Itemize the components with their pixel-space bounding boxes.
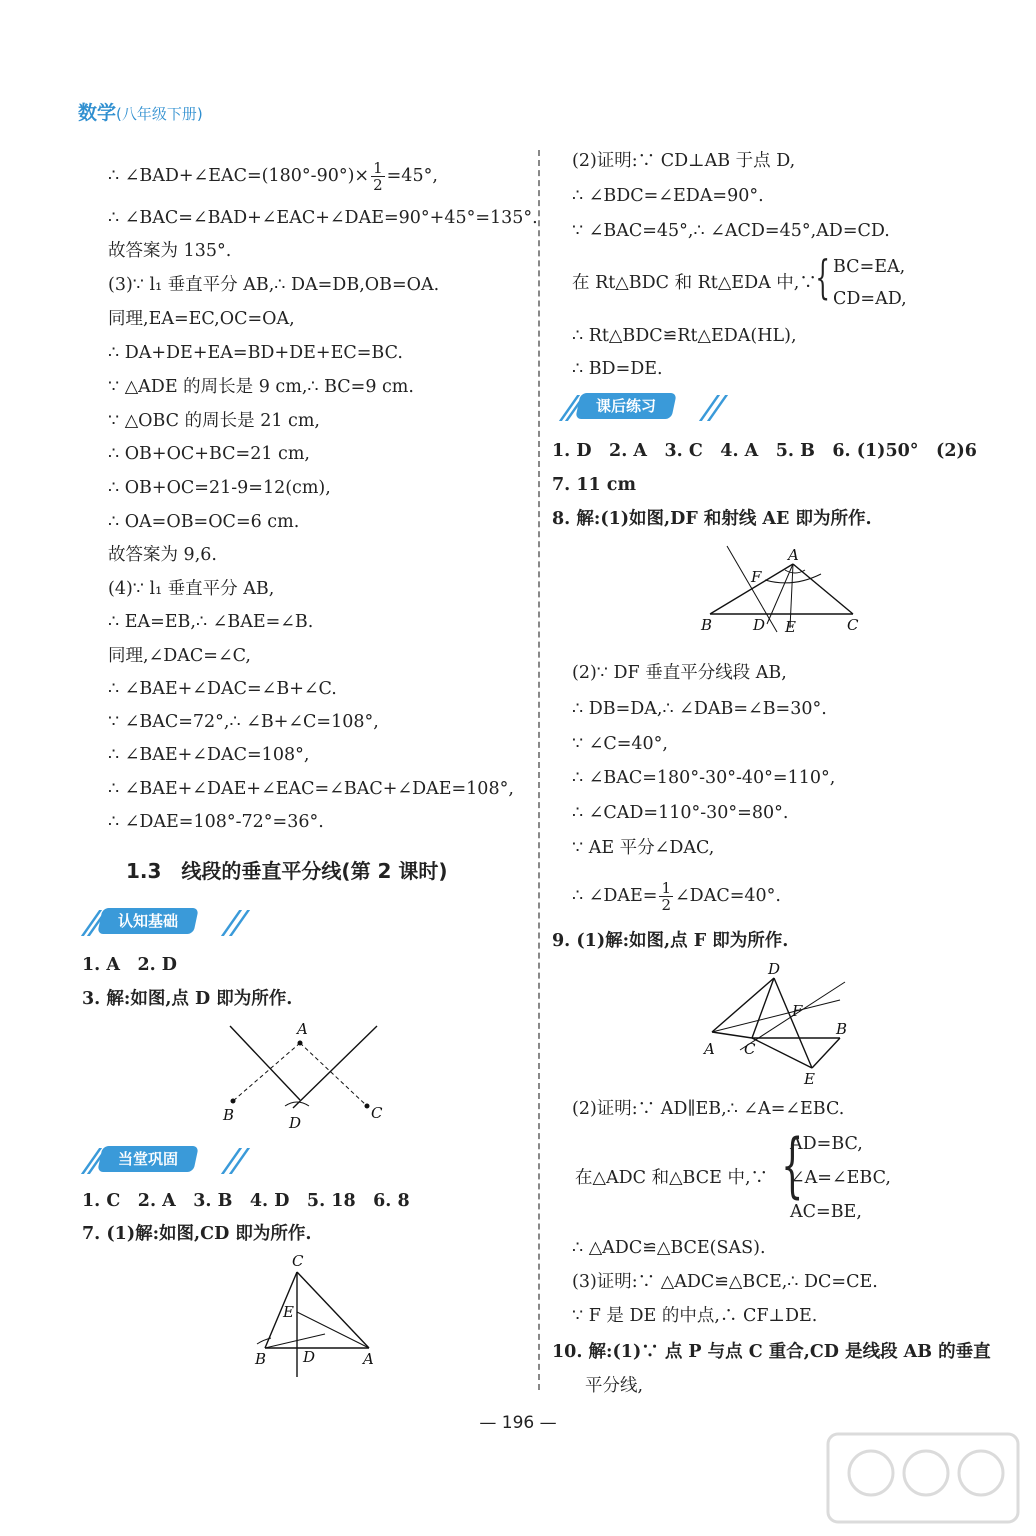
left-line-7: ∵ △ADE 的周长是 9 cm,∴ BC=9 cm. (108, 377, 414, 397)
left-line-13: (4)∵ l₁ 垂直平分 AB, (108, 579, 275, 599)
fig8-label-d: D (753, 616, 766, 634)
page-header (78, 98, 203, 125)
left-line-11: ∴ OA=OB=OC=6 cm. (108, 512, 300, 532)
left-line-18: ∴ ∠BAE+∠DAC=108°, (108, 745, 310, 765)
right-c9-2: (2)证明:∵ AD∥EB,∴ ∠A=∠EBC. (572, 1099, 845, 1119)
fig7-label-d: D (303, 1348, 316, 1366)
left-line-6: ∴ DA+DE+EA=BD+DE+EC=BC. (108, 343, 403, 363)
fig3-label-a: A (297, 1020, 308, 1038)
fig9-label-c: C (744, 1040, 756, 1058)
answers-c10: 10. 解:(1)∵ 点 P 与点 C 重合,CD 是线段 AB 的垂直 (552, 1342, 991, 1362)
figure-3 (215, 1018, 395, 1138)
answers-c8: 8. 解:(1)如图,DF 和射线 AE 即为所作. (552, 509, 872, 529)
figure-8 (695, 540, 870, 640)
right-line-4b: CD=AD, (833, 289, 907, 309)
header-grade: (八年级下册) (116, 105, 203, 123)
answers-c1: 1. D 2. A 3. C 4. A 5. B 6. (1)50° (2)6 (552, 441, 977, 461)
answers-3: 3. 解:如图,点 D 即为所作. (82, 989, 293, 1009)
fig7-label-a: A (363, 1350, 374, 1368)
fig8-label-c: C (847, 616, 859, 634)
left-line-2: ∴ ∠BAC=∠BAD+∠EAC+∠DAE=90°+45°=135°. (108, 208, 538, 228)
banner-dangtang: 当堂巩固 (82, 1146, 262, 1174)
fig8-label-b: B (701, 616, 713, 634)
right-c9-3a: AD=BC, (790, 1134, 863, 1154)
header-subject: 数学 (78, 102, 117, 124)
right-c9-6: ∵ F 是 DE 的中点,∴ CF⊥DE. (572, 1306, 818, 1326)
left-line-9: ∴ OB+OC+BC=21 cm, (108, 444, 310, 464)
right-c9-3: 在△ADC 和△BCE 中,∵ (575, 1168, 769, 1188)
answers-c9: 9. (1)解:如图,点 F 即为所作. (552, 931, 789, 951)
left-line-10: ∴ OB+OC=21-9=12(cm), (108, 478, 331, 498)
figure-7 (245, 1252, 385, 1392)
fig9-label-a: A (704, 1040, 715, 1058)
fig3-label-b: B (223, 1106, 235, 1124)
banner-renzhi: 认知基础 (82, 908, 262, 936)
fig9-label-d: D (768, 960, 781, 978)
left-line-12: 故答案为 9,6. (108, 545, 217, 565)
fig7-label-b: B (255, 1350, 267, 1368)
left-line-14: ∴ EA=EB,∴ ∠BAE=∠B. (108, 612, 314, 632)
right-c9-4: ∴ △ADC≌△BCE(SAS). (572, 1238, 766, 1258)
left-line-8: ∵ △OBC 的周长是 21 cm, (108, 411, 320, 431)
right-c9-3b: ∠A=∠EBC, (790, 1168, 891, 1188)
fraction-half-2: $\frac{1}{2}$ (661, 879, 672, 914)
fig8-label-f: F (751, 568, 762, 586)
right-c8-6: ∴ ∠CAD=110°-30°=80°. (572, 803, 789, 823)
left-line-1: ∴ ∠BAD+∠EAC=(180°-90°)× $\frac{1}{2}$ =45°, (108, 159, 438, 194)
fraction-half: $\frac{1}{2}$ (373, 159, 383, 194)
right-line-4: 在 Rt△BDC 和 Rt△EDA 中,∵ (572, 273, 817, 293)
answers-b1: 1. C 2. A 3. B 4. D 5. 18 6. 8 (82, 1191, 410, 1211)
answers-b7: 7. (1)解:如图,CD 即为所作. (82, 1224, 312, 1244)
left-line-5: 同理,EA=EC,OC=OA, (108, 309, 295, 329)
fig9-label-b: B (836, 1020, 848, 1038)
right-c8-3: ∴ DB=DA,∴ ∠DAB=∠B=30°. (572, 699, 827, 719)
right-c8-7: ∵ AE 平分∠DAC, (572, 838, 715, 858)
right-c9-3c: AC=BE, (790, 1202, 862, 1222)
right-c8-2: (2)∵ DF 垂直平分线段 AB, (572, 663, 787, 683)
answers-c7: 7. 11 cm (552, 475, 636, 495)
right-line-3: ∵ ∠BAC=45°,∴ ∠ACD=45°,AD=CD. (572, 221, 890, 241)
brace-2: { (781, 1124, 804, 1206)
brace-1: { (815, 250, 830, 304)
fig3-label-c: C (371, 1104, 383, 1122)
left-line-19: ∴ ∠BAE+∠DAE+∠EAC=∠BAC+∠DAE=108°, (108, 779, 514, 799)
left-line-17: ∵ ∠BAC=72°,∴ ∠B+∠C=108°, (108, 712, 379, 732)
right-c9-5: (3)证明:∵ △ADC≌△BCE,∴ DC=CE. (572, 1272, 878, 1292)
right-c8-8: ∴ ∠DAE= $\frac{1}{2}$ ∠DAC=40°. (572, 879, 781, 914)
right-c8-5: ∴ ∠BAC=180°-30°-40°=110°, (572, 768, 836, 788)
fig8-label-a: A (788, 546, 799, 564)
left-line-3: 故答案为 135°. (108, 241, 232, 261)
fig3-label-d: D (289, 1114, 302, 1132)
left-line-16: ∴ ∠BAE+∠DAC=∠B+∠C. (108, 679, 337, 699)
fig9-label-f: F (792, 1002, 803, 1020)
section-title: 1.3 线段的垂直平分线(第 2 课时) (126, 859, 448, 883)
answers-1: 1. A 2. D (82, 955, 177, 975)
left-line-15: 同理,∠DAC=∠C, (108, 646, 251, 666)
watermark-logo (826, 1428, 1026, 1528)
left-line-4: (3)∵ l₁ 垂直平分 AB,∴ DA=DB,OB=OA. (108, 275, 440, 295)
figure-9 (700, 960, 870, 1090)
fig8-label-e: E (785, 618, 796, 636)
fig7-label-c: C (292, 1252, 304, 1270)
right-c8-4: ∵ ∠C=40°, (572, 734, 668, 754)
fig9-label-e: E (804, 1070, 815, 1088)
banner-kehou: 课后练习 (560, 393, 740, 421)
right-line-2: ∴ ∠BDC=∠EDA=90°. (572, 186, 764, 206)
answers-c10-cont: 平分线, (585, 1376, 644, 1396)
right-line-4a: BC=EA, (833, 257, 906, 277)
left-line-20: ∴ ∠DAE=108°-72°=36°. (108, 812, 324, 832)
right-line-6: ∴ BD=DE. (572, 359, 663, 379)
fig7-label-e: E (283, 1303, 294, 1321)
right-line-5: ∴ Rt△BDC≌Rt△EDA(HL), (572, 326, 797, 346)
page-number: — 196 — (479, 1413, 557, 1433)
column-divider (538, 150, 540, 1390)
right-line-1: (2)证明:∵ CD⊥AB 于点 D, (572, 151, 796, 171)
